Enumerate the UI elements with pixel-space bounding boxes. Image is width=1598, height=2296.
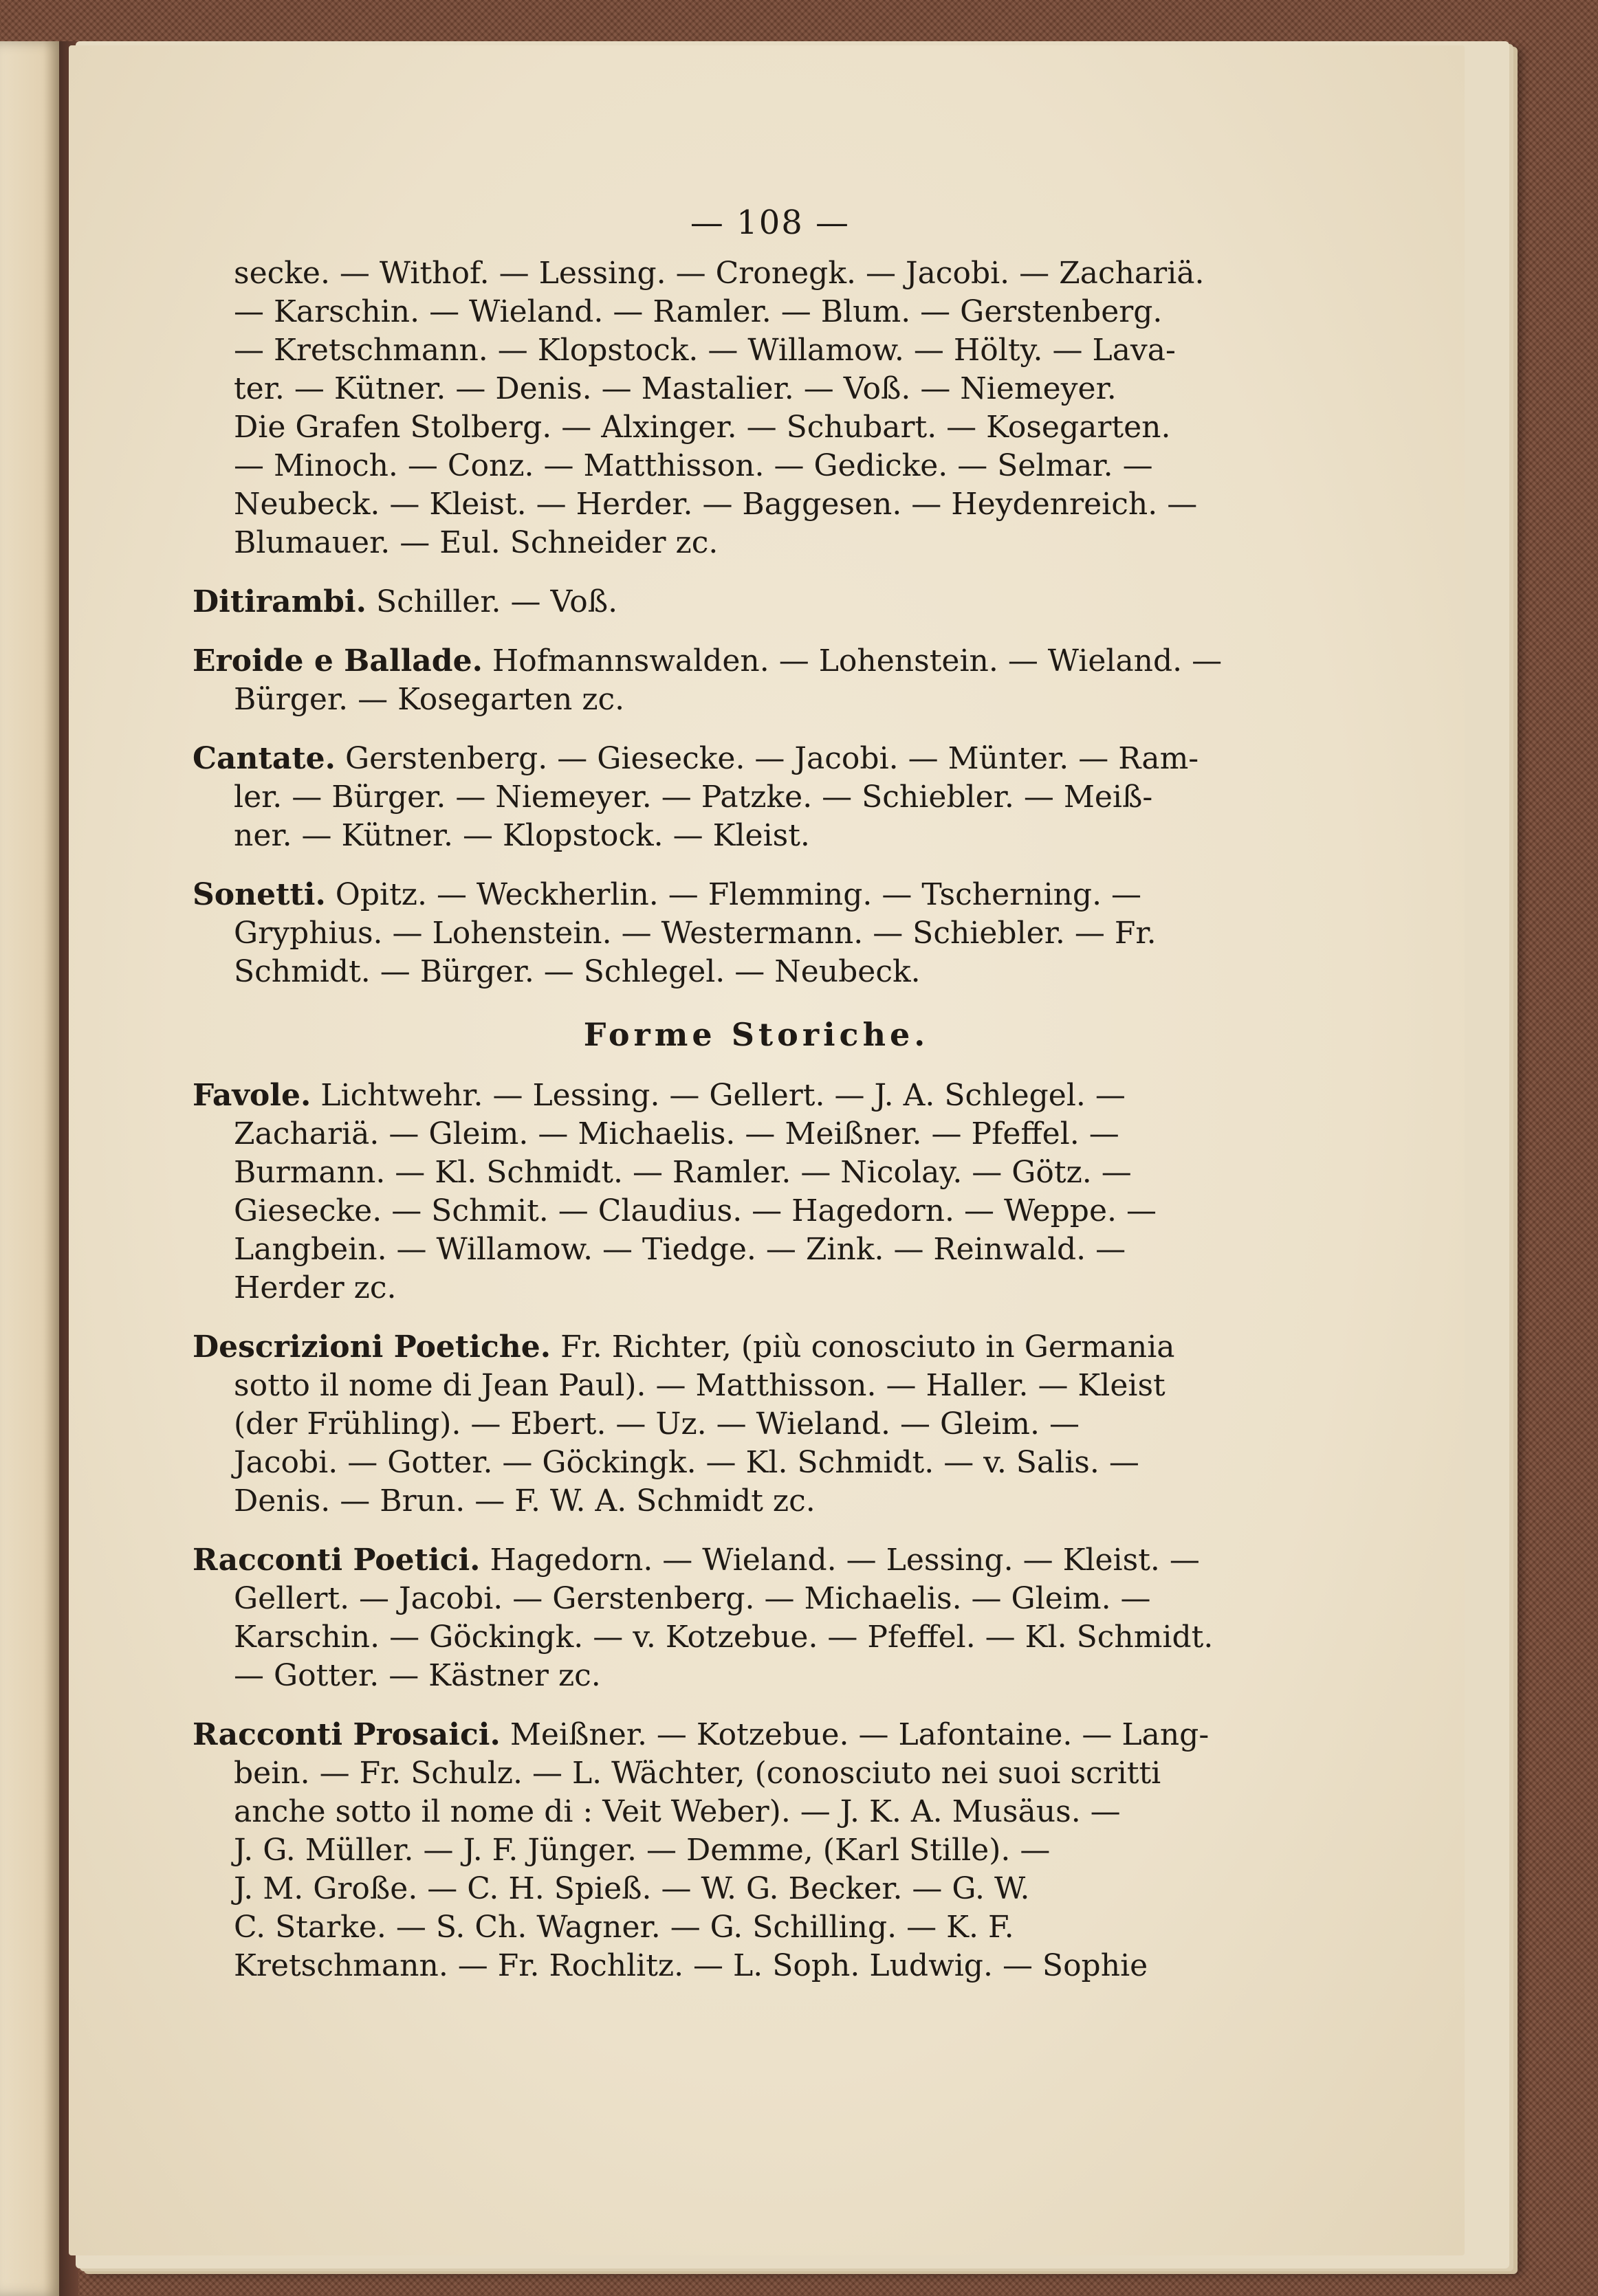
entry-favole xyxy=(193,1077,1320,1307)
text-line: Denis. — Brun. — F. W. A. Schmidt zc. xyxy=(234,1483,816,1519)
text-line: ner. — Kütner. — Klopstock. — Kleist. xyxy=(234,818,810,853)
text-line: Blumauer. — Eul. Schneider zc. xyxy=(234,525,719,560)
entry-text: Lichtwehr. — Lessing. — Gellert. — J. A. Schlegel. — xyxy=(320,1078,1126,1113)
text-line: Giesecke. — Schmit. — Claudius. — Hagedorn. — Weppe. — xyxy=(234,1193,1157,1228)
entry-label: Racconti Poetici. xyxy=(193,1543,481,1578)
continuation-paragraph xyxy=(193,254,1320,562)
entry-sonetti xyxy=(193,876,1320,991)
entry-text: Meißner. — Kotzebue. — Lafontaine. — Lang- xyxy=(510,1717,1210,1752)
text-line: sotto il nome di Jean Paul). — Matthisson. — Haller. — Kleist xyxy=(234,1368,1165,1403)
text-line: Gryphius. — Lohenstein. — Westermann. — Schiebler. — Fr. xyxy=(234,916,1157,951)
entry-label: Sonetti. xyxy=(193,877,326,912)
text-line: Bürger. — Kosegarten zc. xyxy=(234,682,625,717)
entry-first-line xyxy=(193,1716,1320,1754)
entry-label: Eroide e Ballade. xyxy=(193,643,483,678)
entry-text: Gerstenberg. — Giesecke. — Jacobi. — Münter. — Ram- xyxy=(345,741,1199,776)
text-line: Schmidt. — Bürger. — Schlegel. — Neubeck. xyxy=(234,954,921,989)
text-line: — Gotter. — Kästner zc. xyxy=(234,1658,601,1693)
entry-first-line xyxy=(193,876,1320,914)
entry-text: Hagedorn. — Wieland. — Lessing. — Kleist. — xyxy=(490,1543,1200,1578)
text-line: bein. — Fr. Schulz. — L. Wächter, (conosciuto nei suoi scritti xyxy=(234,1756,1161,1791)
entry-first-line xyxy=(193,740,1320,778)
text-line: J. M. Große. — C. H. Spieß. — W. G. Becker. — G. W. xyxy=(234,1871,1030,1906)
text-line: Neubeck. — Kleist. — Herder. — Baggesen. — Heydenreich. — xyxy=(234,487,1198,522)
page-content xyxy=(193,203,1320,2006)
left-page-edge xyxy=(0,41,62,2296)
entry-label: Descrizioni Poetiche. xyxy=(193,1329,551,1365)
entry-label: Ditirambi. xyxy=(193,584,366,619)
text-line: Herder zc. xyxy=(234,1270,397,1305)
entry-text: Opitz. — Weckherlin. — Flemming. — Tscherning. — xyxy=(335,877,1142,912)
entry-descrizioni-poetiche xyxy=(193,1328,1320,1521)
entry-label: Cantate. xyxy=(193,741,336,776)
text-line: secke. — Withof. — Lessing. — Cronegk. — Jacobi. — Zachariä. xyxy=(234,256,1205,291)
entry-text: Schiller. — Voß. xyxy=(375,584,618,619)
text-line: J. G. Müller. — J. F. Jünger. — Demme, (Karl Stille). — xyxy=(234,1833,1051,1868)
text-line: Die Grafen Stolberg. — Alxinger. — Schubart. — Kosegarten. xyxy=(234,410,1171,445)
text-line: (der Frühling). — Ebert. — Uz. — Wieland. — Gleim. — xyxy=(234,1406,1080,1442)
text-line: Jacobi. — Gotter. — Göckingk. — Kl. Schmidt. — v. Salis. — xyxy=(234,1445,1139,1480)
text-line: anche sotto il nome di : Veit Weber). — J. K. A. Musäus. — xyxy=(234,1794,1121,1829)
text-line: — Minoch. — Conz. — Matthisson. — Gedicke. — Selmar. — xyxy=(234,448,1153,483)
entry-cantate xyxy=(193,740,1320,855)
entry-racconti-prosaici xyxy=(193,1716,1320,1985)
text-line: — Kretschmann. — Klopstock. — Willamow. — Hölty. — Lava- xyxy=(234,333,1176,368)
text-line: Zachariä. — Gleim. — Michaelis. — Meißner. — Pfeffel. — xyxy=(234,1116,1119,1151)
section-title: Forme Storiche. xyxy=(583,1016,930,1053)
entry-label: Favole. xyxy=(193,1078,311,1113)
text-line: C. Starke. — S. Ch. Wagner. — G. Schilling. — K. F. xyxy=(234,1910,1014,1945)
text-line: ter. — Kütner. — Denis. — Mastalier. — Voß. — Niemeyer. xyxy=(234,371,1117,406)
entry-first-line xyxy=(193,1541,1320,1580)
text-line: Gellert. — Jacobi. — Gerstenberg. — Michaelis. — Gleim. — xyxy=(234,1581,1151,1616)
text-line: Kretschmann. — Fr. Rochlitz. — L. Soph. Ludwig. — Sophie xyxy=(234,1948,1148,1983)
entry-first-line xyxy=(193,1077,1320,1115)
text-line: Karschin. — Göckingk. — v. Kotzebue. — Pfeffel. — Kl. Schmidt. xyxy=(234,1620,1214,1655)
entry-first-line xyxy=(193,642,1320,681)
entry-racconti-poetici xyxy=(193,1541,1320,1695)
entry-text: Hofmannswalden. — Lohenstein. — Wieland. — xyxy=(492,643,1223,678)
entry-eroide-ballade xyxy=(193,642,1320,719)
entry-first-line xyxy=(193,1328,1320,1367)
text-line: ler. — Bürger. — Niemeyer. — Patzke. — Schiebler. — Meiß- xyxy=(234,780,1153,815)
entry-label: Racconti Prosaici. xyxy=(193,1717,501,1752)
entry-first-line xyxy=(193,583,1320,621)
text-line: Burmann. — Kl. Schmidt. — Ramler. — Nicolay. — Götz. — xyxy=(234,1155,1132,1190)
page-number: — 108 — xyxy=(690,203,851,242)
book-page xyxy=(69,45,1465,2255)
text-line: Langbein. — Willamow. — Tiedge. — Zink. — Reinwald. — xyxy=(234,1232,1126,1267)
entry-text: Fr. Richter, (più conosciuto in Germania xyxy=(560,1329,1175,1365)
entry-ditirambi xyxy=(193,583,1320,621)
text-line: — Karschin. — Wieland. — Ramler. — Blum. — Gerstenberg. xyxy=(234,294,1163,329)
